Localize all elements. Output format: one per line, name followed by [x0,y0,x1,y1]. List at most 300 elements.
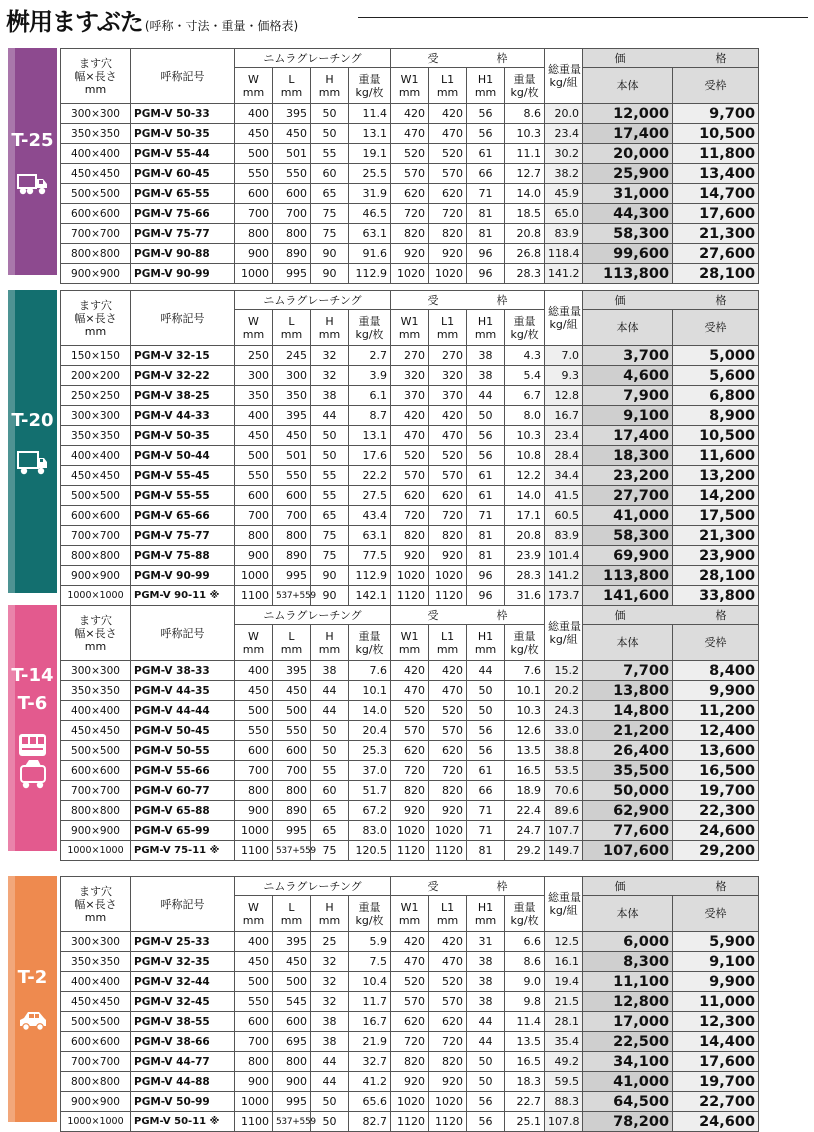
table-row [61,761,759,781]
body-price-cell: 14,800 [583,701,673,721]
total-weight-cell: 28.4 [545,446,583,466]
body-price-cell: 141,600 [583,586,673,606]
w1-header: W1 mm [391,625,429,661]
w1-cell: 470 [391,124,429,144]
frame-price-header: 受枠 [673,310,759,346]
weight-header: 重量 kg/枚 [349,310,391,346]
h1-cell: 96 [467,244,505,264]
total-weight-cell: 23.4 [545,124,583,144]
frame-weight-cell: 12.2 [505,466,545,486]
h1-cell: 50 [467,1052,505,1072]
code-cell: PGM-V 75-88 [131,546,235,566]
body-price-cell: 23,200 [583,466,673,486]
weight-cell: 14.0 [349,701,391,721]
l1-cell: 520 [429,972,467,992]
frame-weight-cell: 18.5 [505,204,545,224]
code-cell: PGM-V 60-45 [131,164,235,184]
w1-cell: 820 [391,781,429,801]
l1-cell: 1020 [429,1092,467,1112]
l-cell: 395 [273,406,311,426]
w1-cell: 570 [391,721,429,741]
code-cell: PGM-V 65-55 [131,184,235,204]
weight-cell: 8.7 [349,406,391,426]
body-price-cell: 17,400 [583,124,673,144]
total-weight-cell: 49.2 [545,1052,583,1072]
w1-cell: 820 [391,526,429,546]
w1-cell: 470 [391,426,429,446]
total-weight-cell: 59.5 [545,1072,583,1092]
l1-cell: 920 [429,801,467,821]
code-cell: PGM-V 75-11 ※ [131,841,235,861]
h-cell: 65 [311,801,349,821]
body-price-cell: 44,300 [583,204,673,224]
body-price-cell: 35,500 [583,761,673,781]
header-row [61,877,759,896]
h1-cell: 38 [467,952,505,972]
frame-header-left: 受 [427,608,439,622]
l-header: L mm [273,625,311,661]
total-weight-cell: 70.6 [545,781,583,801]
w-cell: 1000 [235,566,273,586]
total-weight-cell: 24.3 [545,701,583,721]
total-weight-cell: 16.7 [545,406,583,426]
frame-weight-cell: 10.3 [505,701,545,721]
code-cell: PGM-V 44-88 [131,1072,235,1092]
table-row [61,546,759,566]
h-cell: 60 [311,781,349,801]
frame-price-cell: 13,600 [673,741,759,761]
h1-cell: 66 [467,781,505,801]
size-cell: 150×150 [61,346,131,366]
weight-cell: 25.3 [349,741,391,761]
w1-cell: 720 [391,204,429,224]
total-weight-cell: 15.2 [545,661,583,681]
l1-cell: 820 [429,526,467,546]
w1-cell: 570 [391,992,429,1012]
code-cell: PGM-V 90-99 [131,264,235,284]
price-header [583,606,759,625]
size-cell: 450×450 [61,721,131,741]
w1-cell: 1020 [391,1092,429,1112]
w1-cell: 470 [391,952,429,972]
frame-price-cell: 17,500 [673,506,759,526]
h-cell: 32 [311,366,349,386]
size-cell: 800×800 [61,546,131,566]
total-weight-header: 総重量 kg/組 [545,606,583,661]
code-cell: PGM-V 75-77 [131,526,235,546]
l-cell: 500 [273,972,311,992]
h-cell: 75 [311,224,349,244]
w1-cell: 720 [391,1032,429,1052]
frame-price-cell: 28,100 [673,264,759,284]
body-price-cell: 78,200 [583,1112,673,1132]
w1-cell: 620 [391,741,429,761]
table-row [61,204,759,224]
size-cell: 300×300 [61,104,131,124]
price-header-left: 価 [614,879,626,893]
size-header: ます穴 幅×長さ mm [61,291,131,346]
weight-cell: 112.9 [349,566,391,586]
total-weight-cell: 60.5 [545,506,583,526]
total-weight-cell: 173.7 [545,586,583,606]
w-cell: 1000 [235,1092,273,1112]
l-cell: 501 [273,446,311,466]
size-cell: 500×500 [61,184,131,204]
h1-cell: 56 [467,741,505,761]
total-weight-cell: 89.6 [545,801,583,821]
l-cell: 995 [273,566,311,586]
total-weight-cell: 41.5 [545,486,583,506]
weight-cell: 19.1 [349,144,391,164]
size-cell: 1000×1000 [61,586,131,606]
table-row [61,184,759,204]
h1-cell: 96 [467,264,505,284]
header-row [61,49,759,68]
weight-cell: 32.7 [349,1052,391,1072]
section-t-14-t-6 [8,605,808,859]
frame-weight-cell: 20.8 [505,224,545,244]
l1-cell: 570 [429,992,467,1012]
body-price-cell: 26,400 [583,741,673,761]
frame-price-cell: 21,300 [673,526,759,546]
w1-cell: 720 [391,761,429,781]
body-price-cell: 3,700 [583,346,673,366]
frame-weight-cell: 9.8 [505,992,545,1012]
frame-price-cell: 12,300 [673,1012,759,1032]
w1-cell: 320 [391,366,429,386]
h-cell: 55 [311,486,349,506]
h1-cell: 50 [467,406,505,426]
h1-cell: 71 [467,801,505,821]
frame-price-cell: 22,300 [673,801,759,821]
load-class-label: T-20 [11,410,54,431]
size-cell: 400×400 [61,446,131,466]
l1-cell: 470 [429,681,467,701]
price-header-right: 格 [715,293,727,307]
frame-weight-cell: 25.1 [505,1112,545,1132]
body-price-cell: 69,900 [583,546,673,566]
grating-header: ニムラグレーチング [235,877,391,896]
weight-cell: 13.1 [349,124,391,144]
h-cell: 38 [311,386,349,406]
frame-price-cell: 24,600 [673,821,759,841]
table-row [61,972,759,992]
w-cell: 550 [235,164,273,184]
frame-weight-cell: 13.5 [505,1032,545,1052]
code-cell: PGM-V 55-55 [131,486,235,506]
l-cell: 537+559 [273,1112,311,1132]
load-class-tab [8,876,57,1122]
size-cell: 300×300 [61,406,131,426]
frame-weight-cell: 22.7 [505,1092,545,1112]
h1-cell: 96 [467,586,505,606]
h1-cell: 71 [467,506,505,526]
weight-cell: 51.7 [349,781,391,801]
code-cell: PGM-V 50-33 [131,104,235,124]
title-rule [358,17,808,18]
size-cell: 1000×1000 [61,1112,131,1132]
frame-weight-cell: 13.5 [505,741,545,761]
l1-cell: 420 [429,406,467,426]
size-cell: 700×700 [61,526,131,546]
l-cell: 501 [273,144,311,164]
w1-cell: 470 [391,681,429,701]
h-cell: 32 [311,972,349,992]
w1-header: W1 mm [391,896,429,932]
frame-weight-cell: 22.4 [505,801,545,821]
w-cell: 900 [235,1072,273,1092]
price-header [583,877,759,896]
price-header [583,49,759,68]
code-cell: PGM-V 50-45 [131,721,235,741]
weight-cell: 41.2 [349,1072,391,1092]
body-price-cell: 64,500 [583,1092,673,1112]
price-header-right: 格 [715,879,727,893]
h-cell: 50 [311,124,349,144]
body-price-cell: 12,000 [583,104,673,124]
code-cell: PGM-V 90-88 [131,244,235,264]
w1-cell: 820 [391,1052,429,1072]
frame-price-cell: 10,500 [673,426,759,446]
frame-price-cell: 13,400 [673,164,759,184]
size-cell: 350×350 [61,124,131,144]
w-cell: 800 [235,1052,273,1072]
frame-header-right: 枠 [496,51,508,65]
h1-header: H1 mm [467,68,505,104]
code-cell: PGM-V 75-66 [131,204,235,224]
frame-price-cell: 24,600 [673,1112,759,1132]
w1-cell: 420 [391,932,429,952]
price-header-right: 格 [715,51,727,65]
weight-cell: 7.6 [349,661,391,681]
total-weight-cell: 45.9 [545,184,583,204]
total-weight-cell: 20.2 [545,681,583,701]
l-cell: 695 [273,1032,311,1052]
load-class-tab [8,290,57,593]
w-cell: 700 [235,506,273,526]
frame-weight-cell: 10.1 [505,681,545,701]
w1-cell: 820 [391,224,429,244]
l-cell: 450 [273,952,311,972]
w1-header: W1 mm [391,310,429,346]
l-cell: 450 [273,426,311,446]
l-cell: 800 [273,781,311,801]
l-cell: 700 [273,204,311,224]
size-cell: 400×400 [61,144,131,164]
total-weight-cell: 16.1 [545,952,583,972]
frame-weight-cell: 6.7 [505,386,545,406]
w-cell: 900 [235,801,273,821]
spec-table [60,48,759,284]
code-cell: PGM-V 44-33 [131,406,235,426]
weight-cell: 20.4 [349,721,391,741]
frame-weight-header: 重量 kg/枚 [505,310,545,346]
l-cell: 890 [273,244,311,264]
l1-cell: 720 [429,506,467,526]
total-weight-header: 総重量 kg/組 [545,49,583,104]
frame-price-cell: 6,800 [673,386,759,406]
size-cell: 450×450 [61,466,131,486]
frame-weight-cell: 10.3 [505,426,545,446]
code-cell: PGM-V 50-11 ※ [131,1112,235,1132]
h-cell: 65 [311,821,349,841]
total-weight-cell: 9.3 [545,366,583,386]
code-cell: PGM-V 38-25 [131,386,235,406]
code-cell: PGM-V 65-66 [131,506,235,526]
w-cell: 600 [235,1012,273,1032]
code-cell: PGM-V 65-88 [131,801,235,821]
l1-cell: 1120 [429,1112,467,1132]
frame-weight-cell: 8.6 [505,952,545,972]
l1-header: L1 mm [429,625,467,661]
weight-cell: 21.9 [349,1032,391,1052]
size-cell: 700×700 [61,781,131,801]
frame-price-cell: 5,000 [673,346,759,366]
frame-weight-cell: 24.7 [505,821,545,841]
total-weight-header: 総重量 kg/組 [545,877,583,932]
code-cell: PGM-V 55-45 [131,466,235,486]
l-cell: 395 [273,932,311,952]
body-price-cell: 113,800 [583,264,673,284]
size-cell: 200×200 [61,366,131,386]
frame-price-cell: 16,500 [673,761,759,781]
frame-price-cell: 27,600 [673,244,759,264]
code-cell: PGM-V 32-22 [131,366,235,386]
h-cell: 65 [311,506,349,526]
l-cell: 995 [273,1092,311,1112]
w-cell: 400 [235,104,273,124]
total-weight-cell: 30.2 [545,144,583,164]
table-row [61,406,759,426]
weight-cell: 16.7 [349,1012,391,1032]
h1-header: H1 mm [467,896,505,932]
l1-cell: 720 [429,761,467,781]
table-row [61,104,759,124]
table-row [61,586,759,606]
h1-cell: 50 [467,1072,505,1092]
total-weight-cell: 83.9 [545,224,583,244]
h-cell: 55 [311,144,349,164]
table-row [61,346,759,366]
total-weight-cell: 118.4 [545,244,583,264]
h1-cell: 44 [467,661,505,681]
size-cell: 500×500 [61,1012,131,1032]
table-row [61,992,759,1012]
load-class-tab [8,605,57,851]
weight-cell: 82.7 [349,1112,391,1132]
l-header: L mm [273,896,311,932]
l1-header: L1 mm [429,68,467,104]
body-price-header: 本体 [583,625,673,661]
frame-header-right: 枠 [496,293,508,307]
h1-cell: 50 [467,681,505,701]
code-cell: PGM-V 32-44 [131,972,235,992]
size-cell: 350×350 [61,681,131,701]
frame-weight-cell: 20.8 [505,526,545,546]
frame-price-cell: 23,900 [673,546,759,566]
code-cell: PGM-V 44-44 [131,701,235,721]
body-price-header: 本体 [583,68,673,104]
title-text: 桝用ますぶた [6,8,143,36]
weight-header: 重量 kg/枚 [349,896,391,932]
size-cell: 600×600 [61,1032,131,1052]
l1-cell: 420 [429,932,467,952]
l-cell: 995 [273,821,311,841]
w1-cell: 920 [391,801,429,821]
price-header-right: 格 [715,608,727,622]
h1-cell: 38 [467,972,505,992]
body-price-cell: 27,700 [583,486,673,506]
w1-cell: 620 [391,1012,429,1032]
l-cell: 550 [273,466,311,486]
w-cell: 500 [235,144,273,164]
weight-cell: 65.6 [349,1092,391,1112]
table-row [61,164,759,184]
w-cell: 550 [235,466,273,486]
w1-cell: 570 [391,164,429,184]
body-price-header: 本体 [583,310,673,346]
h1-cell: 61 [467,466,505,486]
body-price-cell: 20,000 [583,144,673,164]
page-header [6,0,808,34]
frame-price-cell: 12,400 [673,721,759,741]
table-row [61,781,759,801]
frame-weight-header: 重量 kg/枚 [505,625,545,661]
price-header-left: 価 [614,608,626,622]
body-price-cell: 58,300 [583,224,673,244]
tab-stripe [8,876,15,1122]
total-weight-cell: 23.4 [545,426,583,446]
w-cell: 400 [235,932,273,952]
frame-price-cell: 22,700 [673,1092,759,1112]
h1-cell: 38 [467,992,505,1012]
l-cell: 900 [273,1072,311,1092]
code-header: 呼称記号 [131,49,235,104]
frame-price-cell: 11,200 [673,701,759,721]
frame-weight-cell: 6.6 [505,932,545,952]
w1-cell: 1020 [391,821,429,841]
l1-cell: 620 [429,184,467,204]
code-cell: PGM-V 44-77 [131,1052,235,1072]
body-price-cell: 58,300 [583,526,673,546]
table-row [61,446,759,466]
frame-header [391,606,545,625]
table-row [61,932,759,952]
code-cell: PGM-V 90-11 ※ [131,586,235,606]
frame-weight-cell: 14.0 [505,184,545,204]
frame-price-cell: 11,600 [673,446,759,466]
w1-cell: 920 [391,1072,429,1092]
frame-weight-cell: 12.7 [505,164,545,184]
frame-weight-cell: 4.3 [505,346,545,366]
header-row [61,606,759,625]
table-row [61,952,759,972]
l1-cell: 320 [429,366,467,386]
table-row [61,506,759,526]
w1-cell: 520 [391,701,429,721]
w-cell: 400 [235,406,273,426]
body-price-cell: 113,800 [583,566,673,586]
weight-cell: 2.7 [349,346,391,366]
price-header-left: 価 [614,51,626,65]
w-cell: 500 [235,701,273,721]
h1-cell: 81 [467,204,505,224]
frame-weight-cell: 10.3 [505,124,545,144]
table-row [61,1112,759,1132]
w1-cell: 1120 [391,1112,429,1132]
l1-cell: 570 [429,721,467,741]
w1-cell: 920 [391,244,429,264]
